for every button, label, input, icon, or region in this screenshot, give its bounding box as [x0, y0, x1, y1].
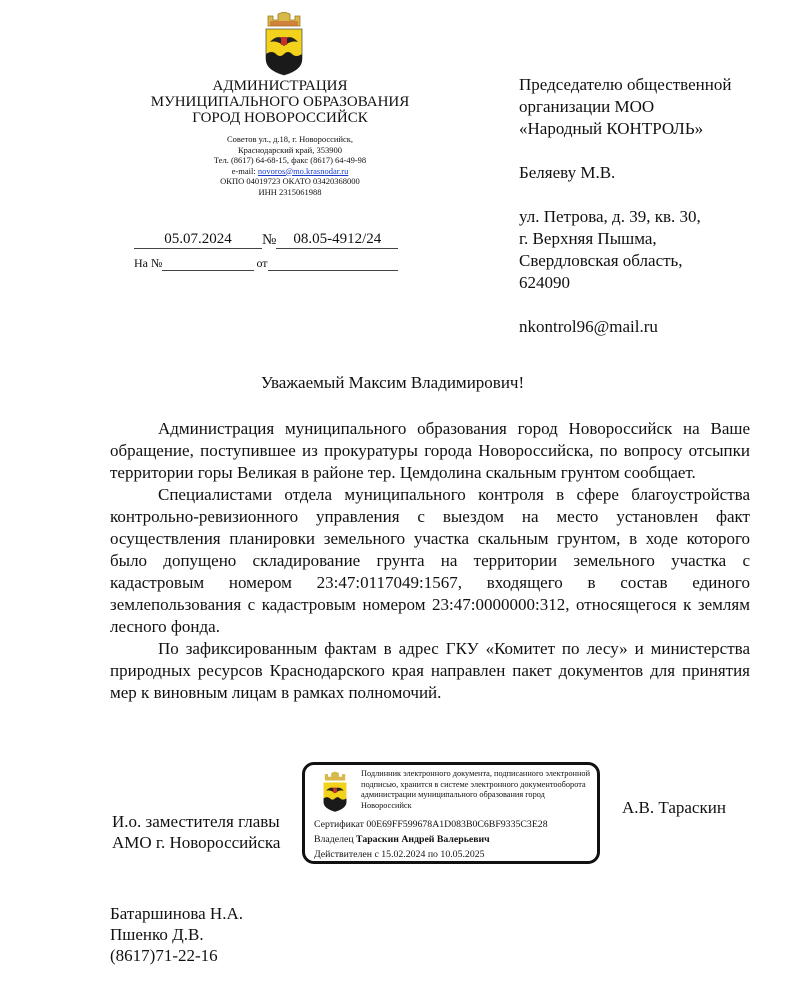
body-paragraph: Специалистами отдела муниципального контроля в сфере благоустройства контрольно-ревизионного управления с выездом на место установлен факт осуществления планировки земельного участка скальным грунтом, в ходе которого было допущено складирование грунта на территории земельного участка с кадастровым номером 23:47:0117049:1567, входящего в состав единого землепользования с кадастровым номером 23:47:0000000:312, относящегося к землям лесного фонда. [110, 485, 750, 636]
valid-to: 10.05.2025 [440, 849, 485, 860]
organization-name [140, 78, 420, 126]
reply-number [162, 258, 254, 271]
position-line: И.о. заместителя главы [112, 812, 280, 831]
salutation: Уважаемый Максим Владимирович! [260, 373, 525, 392]
email-label: e-mail: [231, 165, 256, 176]
registration-block [134, 229, 406, 271]
document-number: 08.05-4912/24 [276, 231, 398, 249]
stamp-header: Подлинник электронного документа, подписанного электронной подписью, хранится в системе электронного документооборота администрации муниципального образования город Новороссийск [361, 769, 591, 810]
recipient-email: nkontrol96@mail.ru [519, 317, 658, 336]
org-line: АДМИНИСТРАЦИЯ [212, 78, 348, 94]
codes-line: ОКПО 04019723 ОКАТО 03420368000 [220, 176, 360, 186]
executor-line: Батаршинова Н.А. [110, 904, 243, 923]
stamp-details [314, 817, 548, 862]
address-line: Краснодарский край, 353900 [238, 144, 342, 155]
signer-name: А.В. Тараскин [622, 798, 726, 817]
recipient-title-line: организации МОО [519, 97, 655, 116]
email-link[interactable]: novoros@mo.krasnodar.ru [257, 165, 349, 176]
letter-body [110, 418, 750, 704]
validity-line [314, 847, 548, 862]
recipient-title-line: Председателю общественной [519, 75, 732, 94]
org-line: ГОРОД НОВОРОССИЙСК [192, 110, 368, 126]
electronic-signature-stamp [302, 762, 600, 864]
address-line: Советов ул., д.18, г. Новороссийск, [226, 134, 354, 144]
email-line [200, 166, 380, 177]
position-line: АМО г. Новороссийска [112, 833, 281, 852]
stamp-coat-of-arms-icon [321, 771, 349, 813]
recipient-title-line: «Народный КОНТРОЛЬ» [519, 119, 704, 138]
org-contacts [200, 134, 380, 197]
executor-line: Пшенко Д.В. [110, 925, 204, 944]
phone-line: Тел. (8617) 64-68-15, факс (8617) 64-49-98 [213, 155, 367, 165]
certificate-line [314, 817, 548, 832]
org-line: МУНИЦИПАЛЬНОГО ОБРАЗОВАНИЯ [150, 94, 410, 110]
recipient-name: Беляеву М.В. [519, 163, 616, 182]
inn-line: ИНН 2315061988 [258, 186, 322, 197]
owner-line [314, 832, 548, 847]
signer-position [112, 811, 280, 853]
coat-of-arms-icon [262, 12, 306, 76]
recipient-address-line: 624090 [519, 273, 570, 292]
owner-value: Тараскин Андрей Валерьевич [356, 834, 490, 845]
valid-from: 15.02.2024 [381, 849, 426, 860]
valid-to-label: по [427, 849, 438, 860]
reply-label: На № [134, 256, 163, 270]
recipient-address-line: г. Верхняя Пышма, [519, 229, 657, 248]
from-label: от [256, 256, 268, 270]
owner-label: Владелец [314, 834, 354, 845]
recipient-block [519, 74, 779, 338]
executor-phone: (8617)71-22-16 [110, 946, 218, 965]
cert-label: Сертификат [314, 819, 364, 830]
number-label: № [262, 232, 277, 248]
executors-block [110, 903, 243, 966]
recipient-address-line: ул. Петрова, д. 39, кв. 30, [519, 207, 701, 226]
cert-value: 00E69FF599678A1D083B0C6BF9335C3E28 [366, 819, 548, 830]
reply-date [268, 258, 398, 271]
recipient-address-line: Свердловская область, [519, 251, 683, 270]
body-paragraph: Администрация муниципального образования город Новороссийск на Ваше обращение, поступившее из прокуратуры города Новороссийска, по вопросу отсыпки территории горы Великая в районе тер. Цемдолина скальным грунтом сообщает. [110, 419, 750, 482]
document-date: 05.07.2024 [134, 231, 262, 249]
body-paragraph: По зафиксированным фактам в адрес ГКУ «Комитет по лесу» и министерства природных ресурсов Краснодарского края направлен пакет документов для принятия мер к виновным лицам в рамках полномочий. [110, 639, 750, 702]
valid-label: Действителен с [314, 849, 379, 860]
